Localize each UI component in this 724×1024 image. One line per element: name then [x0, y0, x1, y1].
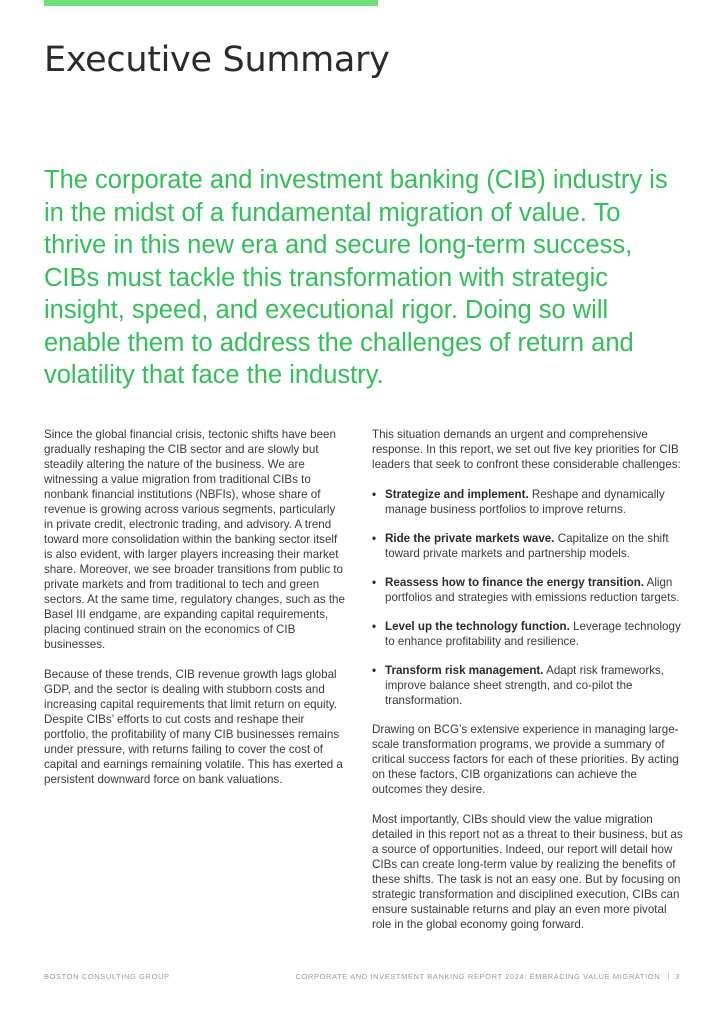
footer-report-info	[295, 972, 680, 981]
priority-text: Capitalize on the shift toward private markets and partnership models.	[385, 532, 669, 560]
footer-publisher: BOSTON CONSULTING GROUP	[44, 972, 170, 981]
list-item	[372, 531, 684, 561]
priority-title: Transform risk management.	[385, 664, 544, 677]
bullet-icon: •	[372, 532, 377, 545]
bullet-icon: •	[372, 620, 377, 633]
lead-paragraph: The corporate and investment banking (CIB) industry is in the midst of a fundamental migration of value. To thrive in this new era and secure long-term success, CIBs must tackle this transformation with strategic insight, speed, and executional rigor. Doing so will enable them to address the challenges of return and volatility that face the industry.	[44, 166, 668, 389]
priority-title: Ride the private markets wave.	[385, 532, 555, 545]
priority-text: Leverage technology to enhance profitability and resilience.	[385, 620, 681, 648]
priority-list	[372, 487, 684, 708]
priority-text: Reshape and dynamically manage business portfolios to improve returns.	[385, 488, 665, 516]
bullet-icon: •	[372, 664, 377, 677]
list-item	[372, 575, 684, 605]
intro-paragraph: This situation demands an urgent and comprehensive response. In this report, we set out five key priorities for CIB leaders that seek to confront these considerable challenges:	[372, 428, 681, 471]
priority-text: Adapt risk frameworks, improve balance sheet strength, and co-pilot the transformation.	[385, 664, 665, 707]
right-column	[372, 427, 684, 947]
list-item	[372, 619, 684, 649]
body-paragraph: Most importantly, CIBs should view the value migration detailed in this report not as a threat to their business, but as a source of opportunities. Indeed, our report will detail how CIBs can create long-term value by realizing the benefits of these shifts. The task is not an easy one. But by focusing on strategic transformation and disciplined execution, CIBs can ensure sustainable returns and play an even more pivotal role in the global economy going forward.	[372, 813, 683, 931]
accent-bar	[44, 0, 378, 6]
footer-divider	[668, 972, 669, 980]
footer-report-title: CORPORATE AND INVESTMENT BANKING REPORT 2024: EMBRACING VALUE MIGRATION	[295, 972, 661, 981]
priority-text: Align portfolios and strategies with emissions reduction targets.	[385, 576, 680, 604]
page-title: Executive Summary	[44, 40, 390, 80]
bullet-icon: •	[372, 488, 377, 501]
list-item	[372, 487, 684, 517]
left-column	[44, 427, 346, 802]
page-number: 3	[675, 972, 680, 981]
body-paragraph: Drawing on BCG’s extensive experience in managing large-scale transformation programs, we provide a summary of critical success factors for each of these priorities. By acting on these factors, CIB organizations can achieve the outcomes they desire.	[372, 723, 679, 796]
priority-title: Strategize and implement.	[385, 488, 529, 501]
body-paragraph: Because of these trends, CIB revenue growth lags global GDP, and the sector is dealing with stubborn costs and increasing capital requirements that limit return on equity. Despite CIBs’ efforts to cut costs and reshape their portfolio, the profitability of many CIB businesses remains under pressure, with returns failing to cover the cost of capital and earnings remaining volatile. This has exerted a persistent downward force on bank valuations.	[44, 668, 343, 786]
list-item	[372, 663, 684, 708]
body-paragraph: Since the global financial crisis, tectonic shifts have been gradually reshaping the CIB sector and are slowly but steadily altering the nature of the business. We are witnessing a value migration from traditional CIBs to nonbank financial institutions (NBFIs), whose share of revenue is growing across various segments, particularly in private credit, electronic trading, and advisory. A trend toward more consolidation within the banking sector itself is also evident, with larger players increasing their market share. Moreover, we see broader transitions from public to private markets and from traditional to tech and green sectors. At the same time, regulatory changes, such as the Basel III endgame, are expanding capital requirements, placing continued strain on the economics of CIB businesses.	[44, 428, 345, 651]
priority-title: Level up the technology function.	[385, 620, 570, 633]
priority-title: Reassess how to finance the energy transition.	[385, 576, 644, 589]
bullet-icon: •	[372, 576, 377, 589]
